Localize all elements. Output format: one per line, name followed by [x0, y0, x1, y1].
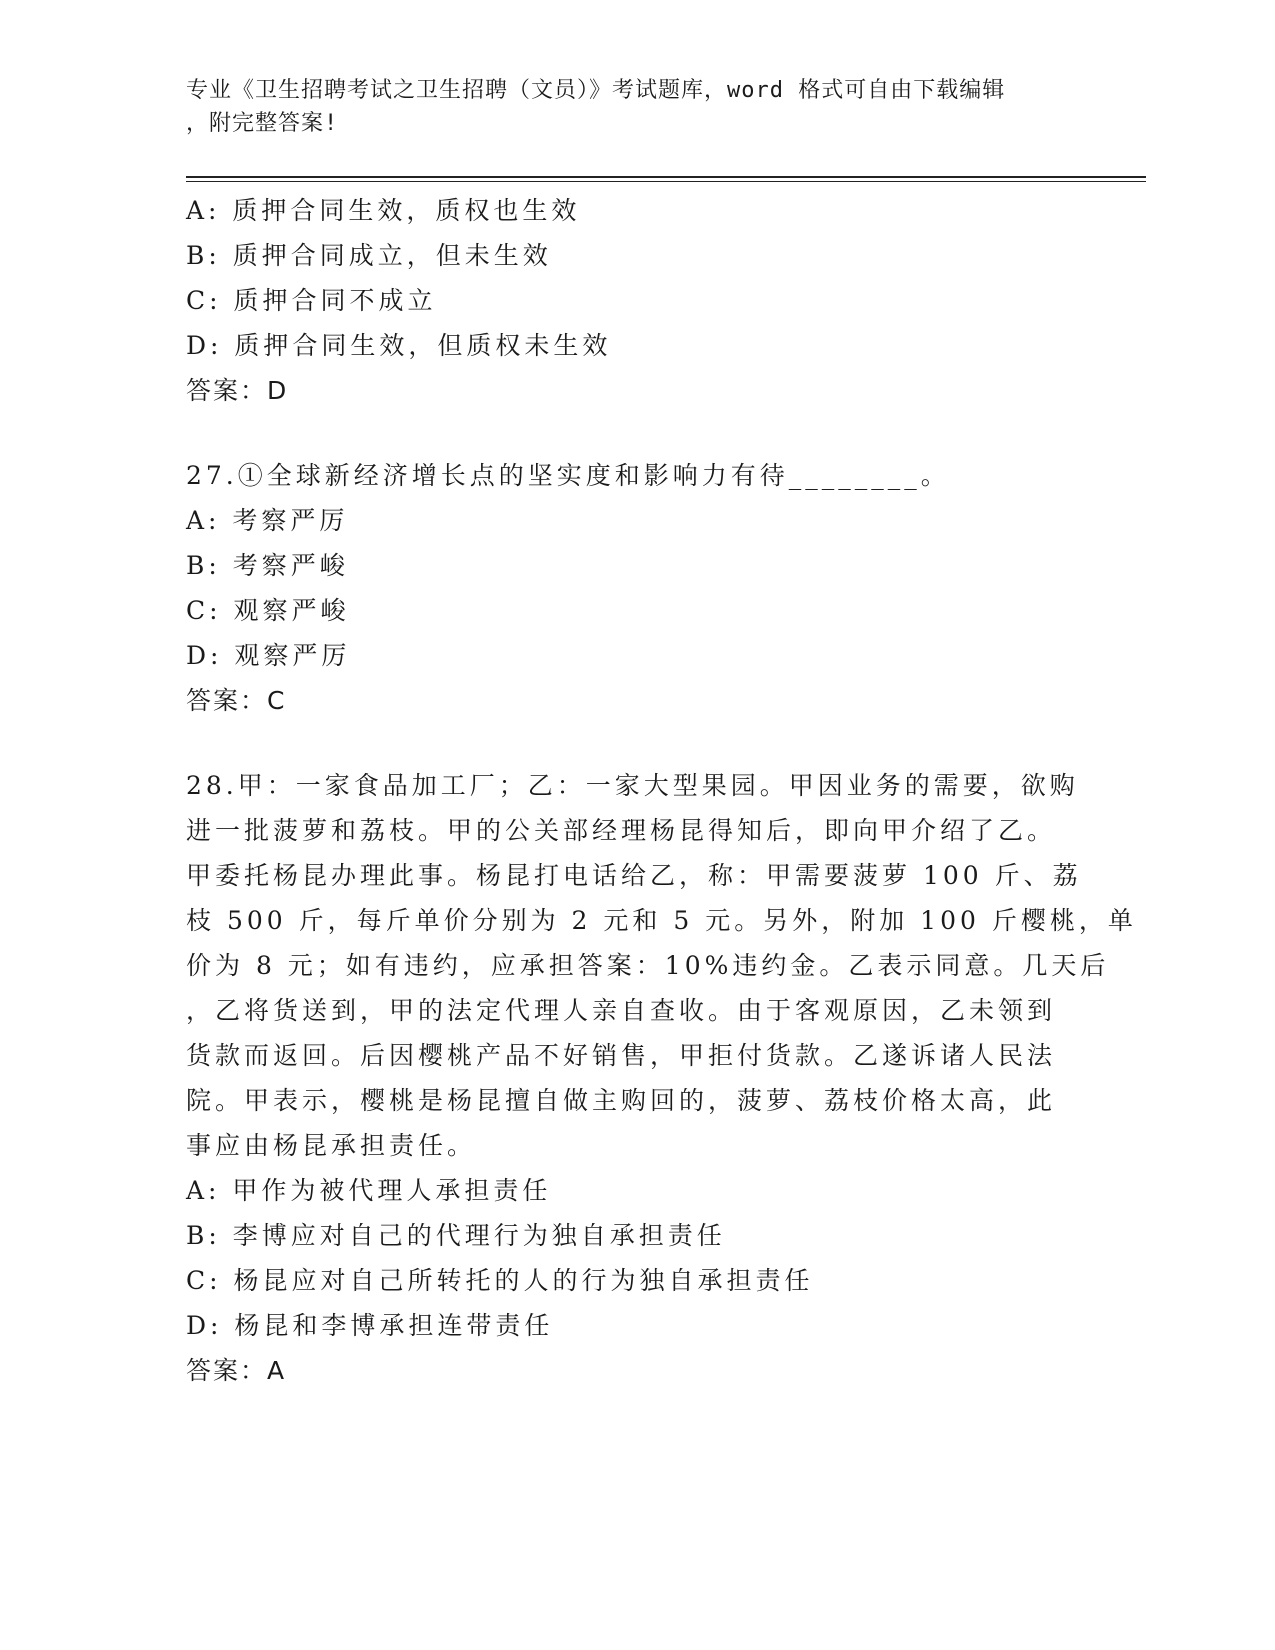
q26-option-b: B: 质押合同成立，但未生效	[186, 241, 552, 270]
q28-stem-line: 枝 500 斤，每斤单价分别为 2 元和 5 元。另外，附加 100 斤樱桃，单	[186, 906, 1137, 935]
q27-stem: 27.①全球新经济增长点的坚实度和影响力有待________。	[186, 461, 950, 490]
spacer	[186, 413, 1086, 458]
q28-option-a: A: 甲作为被代理人承担责任	[186, 1176, 552, 1205]
document-header	[186, 74, 1066, 140]
header-line-1: 专业《卫生招聘考试之卫生招聘（文员）》考试题库，word 格式可自由下载编辑	[186, 78, 1006, 103]
q26-option-d: D: 质押合同生效，但质权未生效	[186, 331, 612, 360]
header-line-2: ，附完整答案!	[186, 111, 339, 136]
header-divider-thin	[186, 181, 1146, 182]
q27-answer: 答案：C	[186, 686, 287, 715]
q28-option-b: B: 李博应对自己的代理行为独自承担责任	[186, 1221, 726, 1250]
header-divider-thick	[186, 176, 1146, 178]
q27-option-a: A: 考察严厉	[186, 506, 349, 535]
question-26	[186, 188, 1086, 413]
q28-answer: 答案：A	[186, 1356, 287, 1385]
question-28	[186, 763, 1137, 1393]
q28-stem-line: ，乙将货送到，甲的法定代理人亲自查收。由于客观原因，乙未领到	[186, 996, 1057, 1025]
q28-stem-line: 院。甲表示，樱桃是杨昆擅自做主购回的，菠萝、荔枝价格太高，此	[186, 1086, 1057, 1115]
q28-stem-line: 甲委托杨昆办理此事。杨昆打电话给乙，称：甲需要菠萝 100 斤、荔	[186, 861, 1082, 890]
q28-stem-line: 28.甲：一家食品加工厂；乙：一家大型果园。甲因业务的需要，欲购	[186, 771, 1079, 800]
q28-stem-line: 价为 8 元；如有违约，应承担答案：10%违约金。乙表示同意。几天后	[186, 951, 1110, 980]
q27-option-b: B: 考察严峻	[186, 551, 349, 580]
q28-stem-line: 事应由杨昆承担责任。	[186, 1131, 477, 1160]
q26-option-a: A: 质押合同生效，质权也生效	[186, 196, 581, 225]
spacer	[186, 723, 1086, 763]
q28-option-c: C: 杨昆应对自己所转托的人的行为独自承担责任	[186, 1266, 814, 1295]
q28-stem-line: 进一批菠萝和荔枝。甲的公关部经理杨昆得知后，即向甲介绍了乙。	[186, 816, 1057, 845]
q27-option-c: C: 观察严峻	[186, 596, 350, 625]
q28-option-d: D: 杨昆和李博承担连带责任	[186, 1311, 554, 1340]
question-content	[186, 188, 1137, 1393]
q26-option-c: C: 质押合同不成立	[186, 286, 437, 315]
question-27	[186, 453, 1086, 723]
q27-option-d: D: 观察严厉	[186, 641, 351, 670]
q26-answer: 答案：D	[186, 376, 289, 405]
q28-stem-line: 货款而返回。后因樱桃产品不好销售，甲拒付货款。乙遂诉诸人民法	[186, 1041, 1057, 1070]
